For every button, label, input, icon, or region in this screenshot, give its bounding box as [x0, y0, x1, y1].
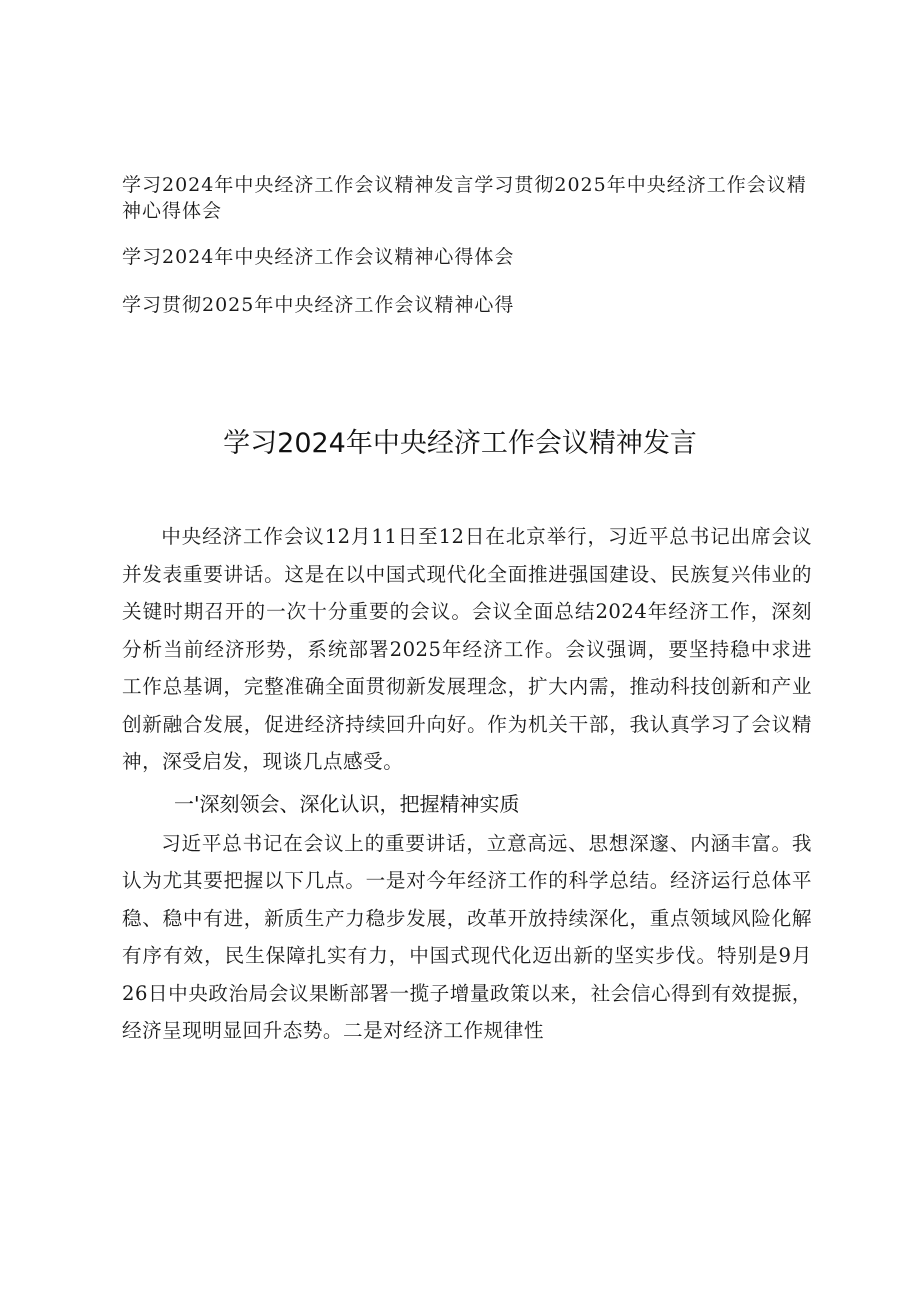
document-title: 学习2024年中央经济工作会议精神发言	[223, 428, 697, 459]
contents-item: 学习2024年中央经济工作会议精神发言学习贯彻2025年中央经济工作会议精神心得体会	[122, 174, 807, 222]
contents-item: 学习贯彻2025年中央经济工作会议精神心得	[122, 294, 515, 316]
body-paragraph: 中央经济工作会议12月11日至12日在北京举行，习近平总书记出席会议并发表重要讲话。这是在以中国式现代化全面推进强国建设、民族复兴伟业的关键时期召开的一次十分重要的会议。会议全面总结2024年经济工作，深刻分析当前经济形势，系统部署2025年经济工作。会议强调，要坚持稳中求进工作总基调，完整准确全面贯彻新发展理念，扩大内需，推动科技创新和产业创新融合发展，促进经济持续回升向好。作为机关干部，我认真学习了会议精神，深受启发，现谈几点感受。	[122, 525, 812, 773]
document-body	[122, 518, 812, 1050]
contents-item: 学习2024年中央经济工作会议精神心得体会	[122, 246, 515, 268]
body-paragraph: 习近平总书记在会议上的重要讲话，立意高远、思想深邃、内涵丰富。我认为尤其要把握以下几点。一是对今年经济工作的科学总结。经济运行总体平稳、稳中有进，新质生产力稳步发展，改革开放持续深化，重点领域风险化解有序有效，民生保障扎实有力，中国式现代化迈出新的坚实步伐。特别是9月26日中央政治局会议果断部署一揽子增量政策以来，社会信心得到有效提振，经济呈现明显回升态势。二是对经济工作规律性	[122, 831, 812, 1042]
contents-list	[122, 172, 812, 340]
section-heading: 一'深刻领会、深化认识，把握精神实质	[174, 791, 520, 816]
